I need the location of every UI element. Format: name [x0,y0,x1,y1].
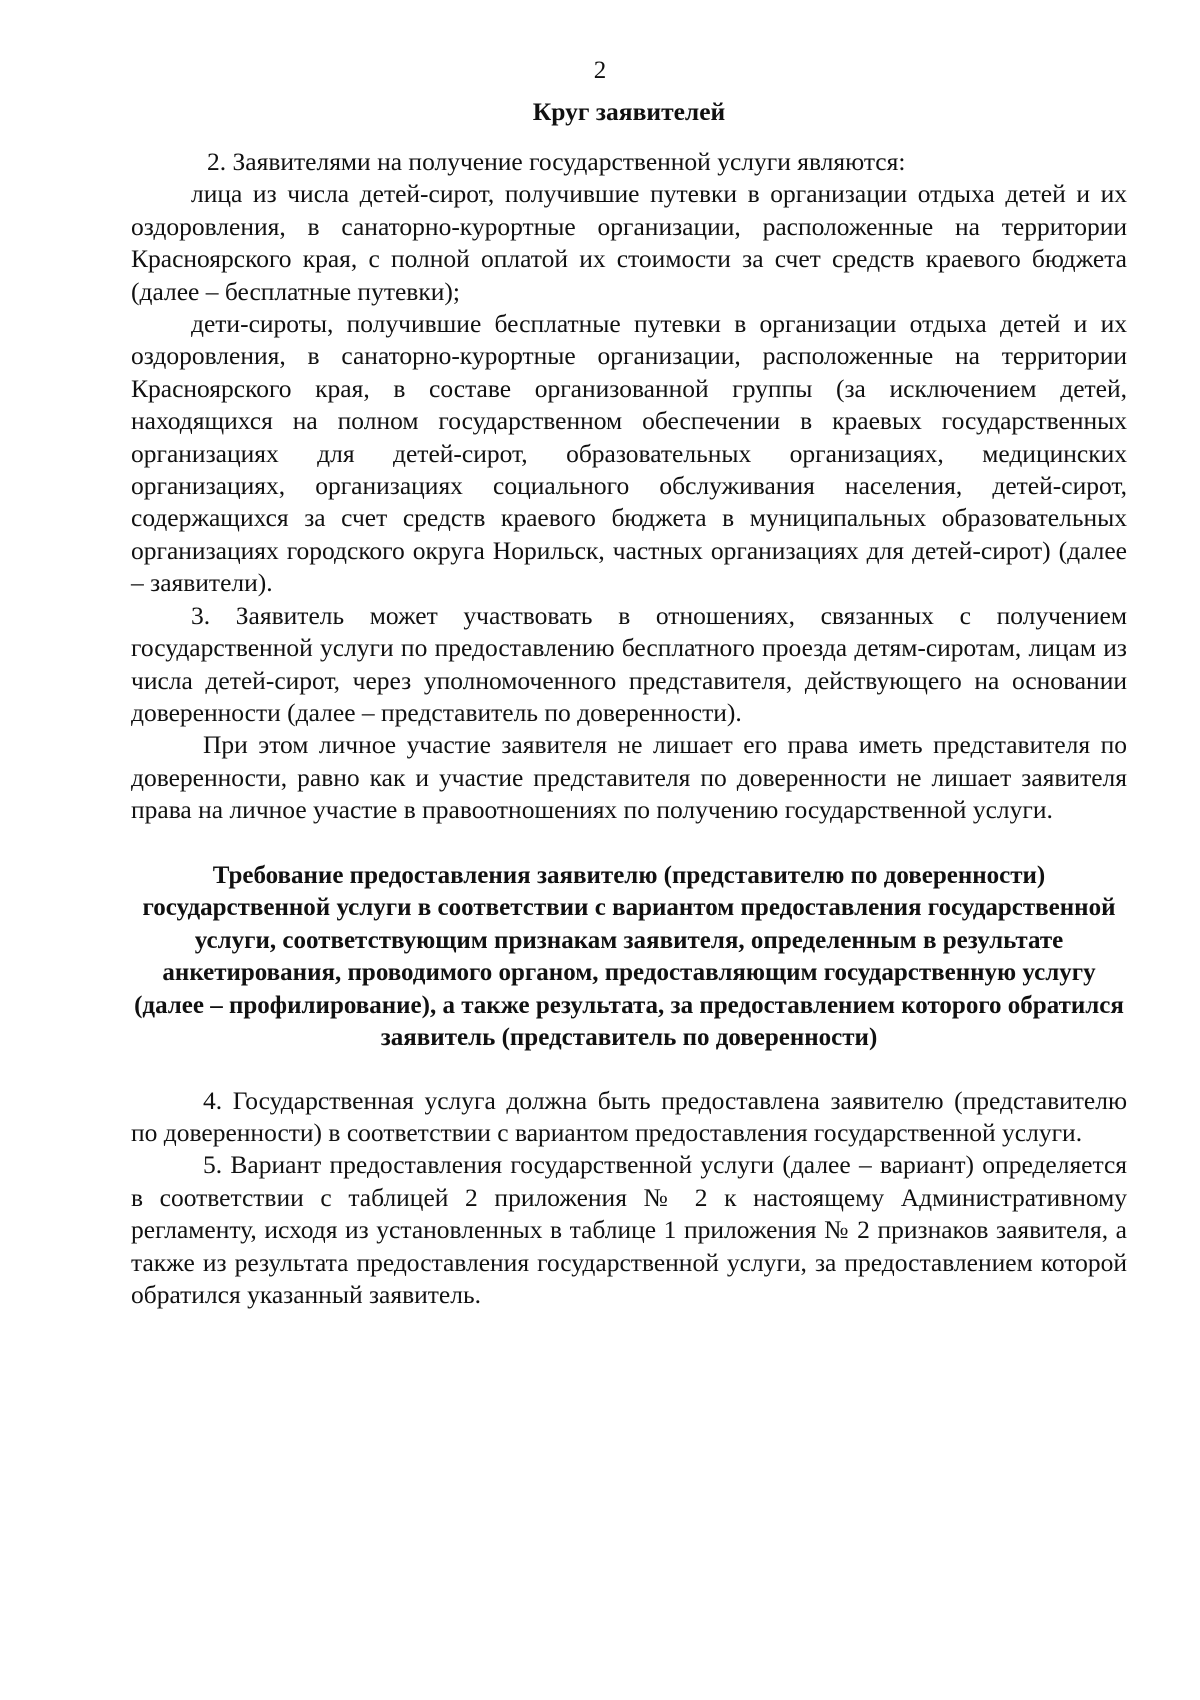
document-body [131,96,1127,1311]
paragraph: 4. Государственная услуга должна быть предоставлена заявителю (представителю по доверенности) в соответствии с вариантом предоставления государственной услуги. [131,1085,1127,1147]
paragraph: 5. Вариант предоставления государственной услуги (далее – вариант) определяется в соответствии с таблицей 2 приложения № 2 к настоящему Административному регламенту, исходя из установленных в таблице 1 приложения № 2 признаков заявителя, а также из результата предоставления государственной услуги, за предоставлением которой обратился указанный заявитель. [131,1150,1127,1309]
section-title-requirement: Требование предоставления заявителю (представителю по доверенности) государственной услуги в соответствии с вариантом предоставления государственной услуги, соответствующим признакам заявителя, определенным в результате анкетирования, проводимого органом, предоставляющим государственную услугу (далее – профилирование), а также результата, за предоставлением которого обратился заявитель (представитель по доверенности) [134,861,1124,1052]
paragraph: 3. Заявитель может участвовать в отношениях, связанных с получением государственной услуги по предоставлению бесплатного проезда детям-сиротам, лицам из числа детей-сирот, через уполномоченного представителя, действующего на основании доверенности (далее – представитель по доверенности). [131,600,1127,727]
section-title-applicants: Круг заявителей [532,97,726,126]
paragraph: При этом личное участие заявителя не лишает его права иметь представителя по доверенности, равно как и участие представителя по доверенности не лишает заявителя права на личное участие в правоотношениях по получению государственной услуги. [131,730,1127,825]
page-number: 2 [593,57,607,84]
paragraph: лица из числа детей-сирот, получившие путевки в организации отдыха детей и их оздоровления, в санаторно-курортные организации, расположенные на территории Красноярского края, с полной оплатой их стоимости за счет средств краевого бюджета (далее – бесплатные путевки); [131,179,1127,306]
paragraph: 2. Заявителями на получение государственной услуги являются: [207,147,906,176]
paragraph: дети-сироты, получившие бесплатные путевки в организации отдыха детей и их оздоровления, в санаторно-курортные организации, расположенные на территории Красноярского края, в составе организованной группы (за исключением детей, находящихся на полном государственном обеспечении в краевых государственных организациях для детей-сирот, образовательных организациях, медицинских организациях, организациях социального обслуживания населения, детей-сирот, содержащихся за счет средств краевого бюджета в муниципальных образовательных организациях городского округа Норильск, частных организациях для детей-сирот) (далее – заявители). [131,309,1127,598]
